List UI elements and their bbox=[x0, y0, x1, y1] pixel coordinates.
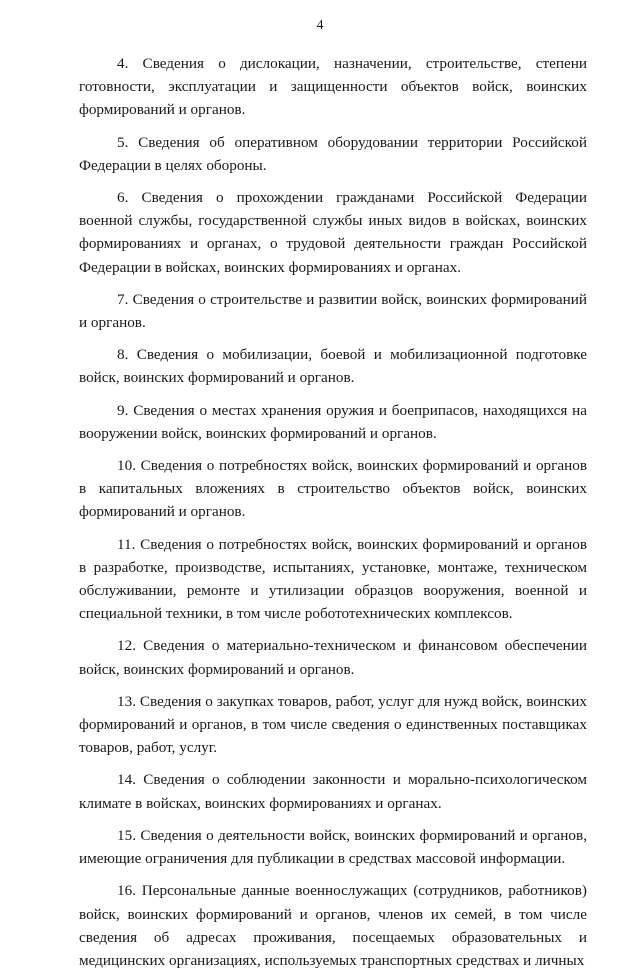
list-item: 16. Персональные данные военнослужащих (сотрудников, работников) войск, воинских формирований и органов, членов их семей, в том числе сведения об адресах проживания, посещаемых образовательных и медицинских организациях, используемых транспортных средствах и личных bbox=[79, 882, 587, 969]
list-item: 15. Сведения о деятельности войск, воинских формирований и органов, имеющие ограничения для публикации в средствах массовой информации. bbox=[79, 826, 587, 868]
list-item: 12. Сведения о материально-техническом и финансовом обеспечении войск, воинских формирований и органов. bbox=[79, 637, 587, 678]
list-item: 4. Сведения о дислокации, назначении, строительстве, степени готовности, эксплуатации и защищенности объектов войск, воинских формирований и органов. bbox=[79, 55, 587, 119]
list-item: 14. Сведения о соблюдении законности и морально-психологическом климате в войсках, воинских формированиях и органах. bbox=[79, 771, 587, 812]
page-number: 4 bbox=[316, 18, 324, 33]
list-item: 8. Сведения о мобилизации, боевой и мобилизационной подготовке войск, воинских формирований и органов. bbox=[79, 346, 587, 387]
list-item: 10. Сведения о потребностях войск, воинских формирований и органов в капитальных вложениях в строительство объектов войск, воинских формирований и органов. bbox=[79, 457, 587, 521]
list-item: 11. Сведения о потребностях войск, воинских формирований и органов в разработке, производстве, испытаниях, установке, монтаже, техническом обслуживании, ремонте и утилизации образцов вооружения, военной и специальной техники, в том числе робототехнических комплексов. bbox=[79, 535, 587, 623]
list-item: 13. Сведения о закупках товаров, работ, услуг для нужд войск, воинских формирований и органов, в том числе сведения о единственных поставщиках товаров, работ, услуг. bbox=[79, 692, 587, 757]
list-item: 7. Сведения о строительстве и развитии войск, воинских формирований и органов. bbox=[79, 290, 587, 332]
list-item: 6. Сведения о прохождении гражданами Российской Федерации военной службы, государственной службы иных видов в войсках, воинских формированиях и органах, о трудовой деятельности граждан Российской Федерации в войсках, воинских формированиях и органах. bbox=[79, 189, 587, 276]
list-item: 5. Сведения об оперативном оборудовании территории Российской Федерации в целях обороны. bbox=[79, 133, 587, 174]
list-item: 9. Сведения о местах хранения оружия и боеприпасов, находящихся на вооружении войск, воинских формирований и органов. bbox=[79, 401, 587, 442]
document-body bbox=[79, 52, 587, 972]
